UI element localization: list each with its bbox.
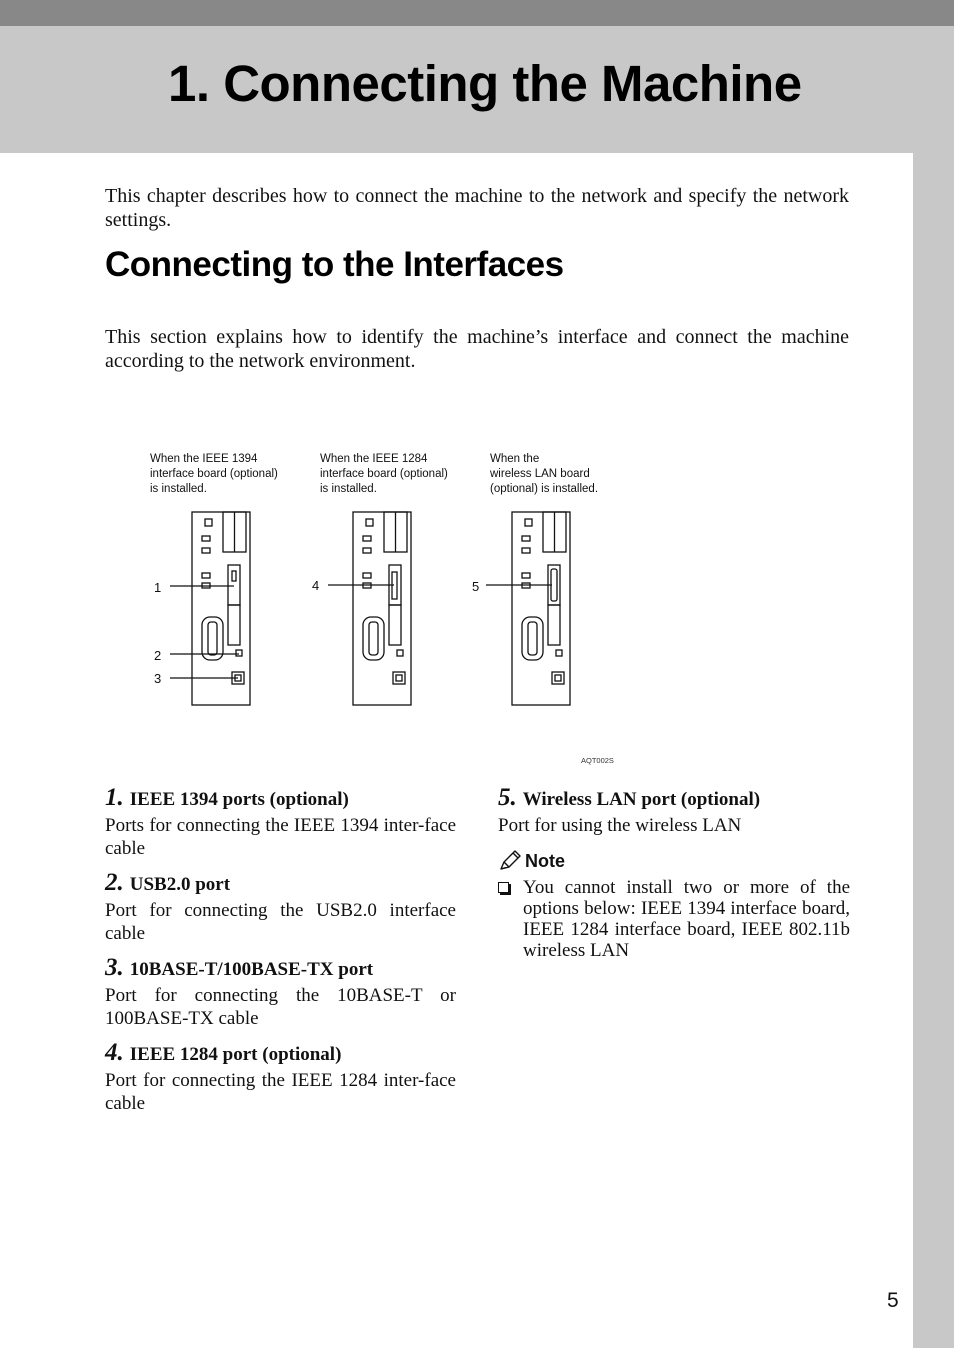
caption-line: (optional) is installed.: [490, 483, 599, 495]
controller-panel-wireless-lan: [512, 512, 570, 705]
side-tab: [913, 153, 954, 1348]
callout-3: 3: [154, 671, 162, 686]
header-band: [0, 0, 954, 26]
list-item: [498, 784, 850, 837]
port-list-left: [105, 784, 456, 1124]
port-list-right: [498, 784, 850, 961]
note-text: You cannot install two or more of the options below: IEEE 1394 interface board, IEEE 1284 interface board, IEEE 802.11b wireless LAN: [523, 877, 850, 961]
item-title: Wireless LAN port (optional): [522, 789, 761, 810]
item-number: 5.: [498, 784, 517, 811]
caption-ieee1284: [320, 453, 448, 495]
item-number: 1.: [105, 784, 124, 811]
caption-line: is installed.: [320, 483, 377, 495]
caption-line: interface board (optional): [320, 468, 448, 480]
callout-1: 1: [154, 580, 162, 595]
callout-5: 5: [472, 579, 480, 594]
page-number: 5: [887, 1289, 899, 1312]
caption-line: interface board (optional): [150, 468, 278, 480]
caption-line: When the: [490, 453, 540, 465]
controller-panel-ieee1284: [353, 512, 411, 705]
caption-line: When the IEEE 1284: [320, 453, 428, 465]
callout-2: 2: [154, 648, 162, 663]
list-item: [105, 784, 456, 860]
caption-line: is installed.: [150, 483, 207, 495]
item-number: 4.: [105, 1039, 124, 1066]
caption-line: When the IEEE 1394: [150, 453, 258, 465]
controller-panel-ieee1394: [192, 512, 250, 705]
intro-paragraph: This chapter describes how to connect the machine to the network and specify the network settings.: [105, 185, 849, 231]
section-paragraph: This section explains how to identify the machine’s interface and connect the machine according to the network environment.: [105, 326, 849, 372]
list-item: [105, 1039, 456, 1115]
note-heading: [498, 850, 850, 872]
chapter-header: [0, 26, 954, 153]
interface-diagram: [140, 445, 620, 770]
item-description: Port for connecting the IEEE 1284 inter-face cable: [105, 1070, 456, 1114]
pencil-icon: [498, 850, 522, 872]
item-title: IEEE 1394 ports (optional): [129, 789, 349, 810]
item-title: IEEE 1284 port (optional): [129, 1044, 342, 1065]
item-description: Ports for connecting the IEEE 1394 inter-face cable: [105, 815, 456, 859]
chapter-title: 1. Connecting the Machine: [168, 55, 802, 112]
item-number: 2.: [105, 869, 124, 896]
item-description: Port for connecting the 10BASE-T or 100BASE-TX cable: [105, 985, 456, 1029]
caption-line: wireless LAN board: [490, 468, 590, 480]
note-item: [498, 877, 850, 961]
item-title: USB2.0 port: [129, 874, 231, 895]
callout-leaders: [170, 585, 552, 678]
item-description: Port for connecting the USB2.0 interface cable: [105, 900, 456, 944]
list-item: [105, 869, 456, 945]
note-label: Note: [525, 850, 565, 871]
item-description: Port for using the wireless LAN: [498, 815, 742, 836]
figure-code: AQT002S: [581, 756, 614, 765]
item-title: 10BASE-T/100BASE-TX port: [129, 959, 374, 980]
callout-4: 4: [312, 578, 320, 593]
caption-ieee1394: [150, 453, 278, 495]
checkbox-icon: [498, 882, 509, 893]
caption-wireless-lan: [489, 453, 598, 495]
section-title: Connecting to the Interfaces: [105, 245, 564, 284]
item-number: 3.: [105, 954, 124, 981]
list-item: [105, 954, 456, 1030]
